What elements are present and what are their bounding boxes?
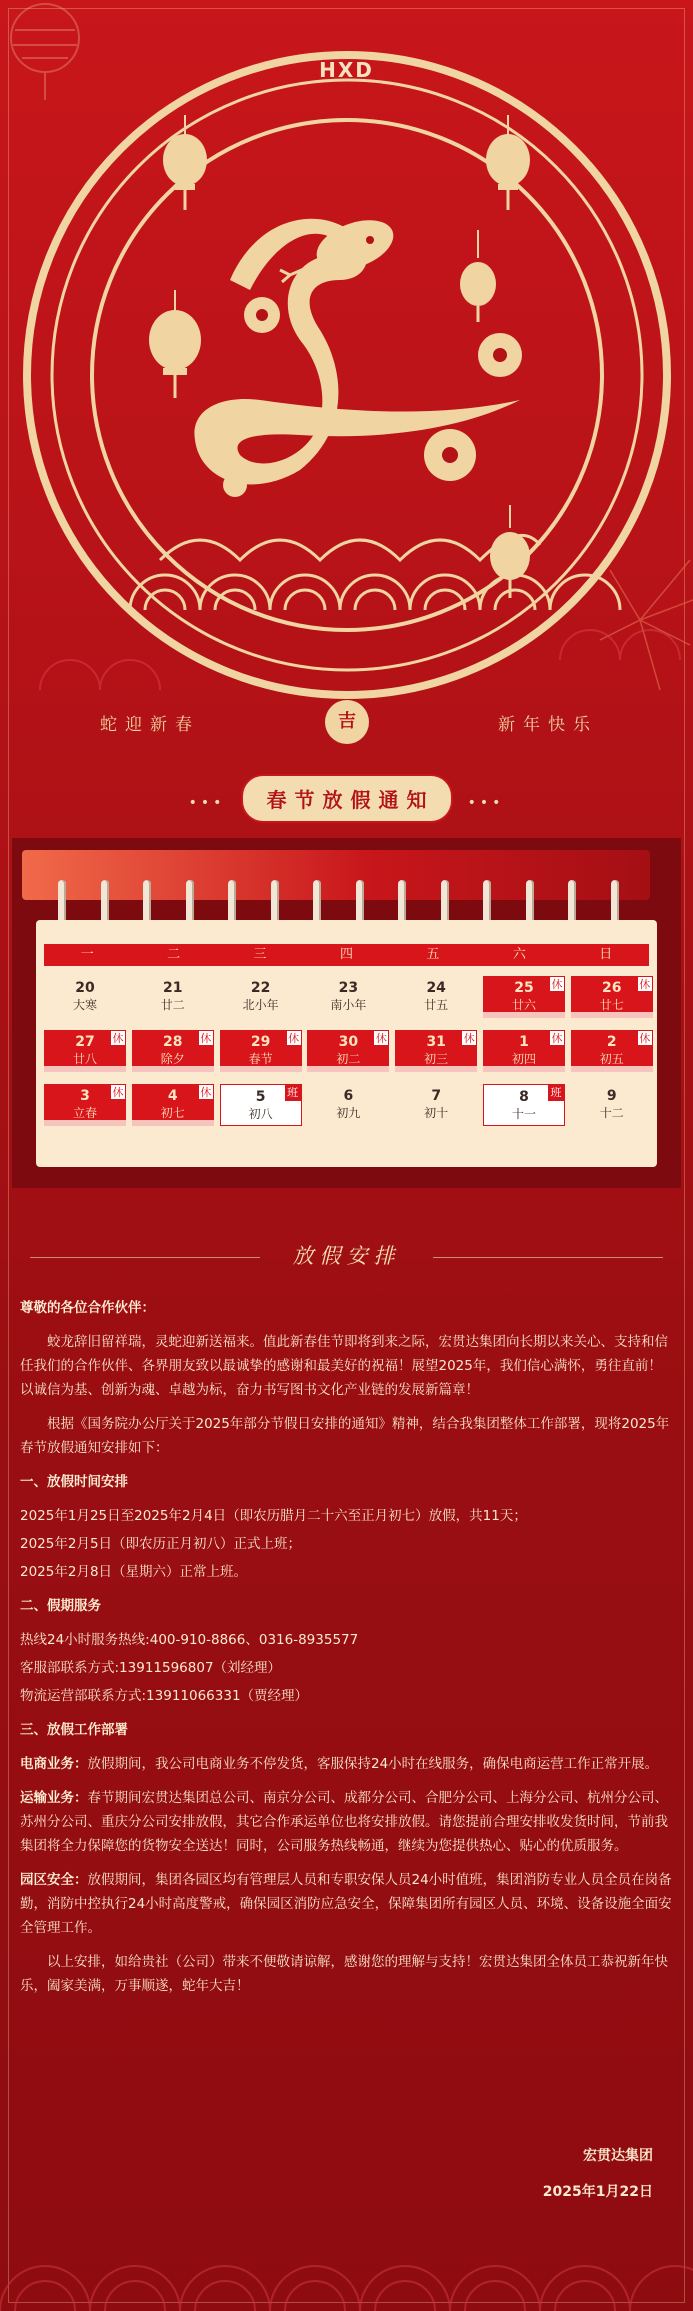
weekday-label: 四 <box>339 947 353 962</box>
day-number: 1 <box>519 1034 529 1050</box>
day-number: 30 <box>338 1034 359 1050</box>
signature-date: 2025年1月22日 <box>542 2184 653 2200</box>
notice-title: 春节放假通知 <box>245 778 449 819</box>
signature-block <box>543 2138 653 2210</box>
seal-badge: 吉 <box>325 700 369 744</box>
day-number: 6 <box>343 1088 354 1104</box>
day-number: 22 <box>250 980 271 996</box>
lunar-label: 初八 <box>248 1107 273 1121</box>
day-number: 8 <box>519 1089 529 1105</box>
holiday-badge: 休 <box>198 1030 214 1046</box>
calendar-day <box>571 976 653 1018</box>
day-number: 26 <box>602 980 622 996</box>
holiday-badge: 休 <box>549 1030 565 1046</box>
slogan-left: 蛇迎新春 <box>100 715 200 735</box>
lantern-icon <box>163 115 207 210</box>
workday-badge: 班 <box>285 1085 301 1101</box>
day-number: 23 <box>338 980 359 996</box>
lunar-label: 初三 <box>424 1052 449 1066</box>
schedule-line-2: 2025年2月5日（即农历正月初八）正式上班； <box>20 1536 302 1552</box>
calendar-day <box>307 976 389 1018</box>
signature-company: 宏贯达集团 <box>583 2148 653 2164</box>
calendar-day <box>395 1084 477 1126</box>
calendar-day <box>307 1030 389 1072</box>
notice-body <box>20 1296 675 1998</box>
calendar-day <box>44 1030 126 1072</box>
lunar-label: 初二 <box>336 1052 361 1066</box>
lunar-label: 南小年 <box>330 998 367 1012</box>
heading-rule-right <box>433 1257 663 1258</box>
heading-schedule: 一、放假时间安排 <box>20 1474 128 1490</box>
calendar-day <box>395 976 477 1018</box>
calendar-day <box>483 1030 565 1072</box>
lunar-label: 廿八 <box>72 1052 97 1066</box>
weekday-label: 一 <box>80 947 94 962</box>
heading-deployment: 三、放假工作部署 <box>20 1722 128 1738</box>
day-number: 2 <box>606 1034 617 1050</box>
day-number: 3 <box>80 1088 90 1104</box>
calendar-day <box>132 1030 214 1072</box>
weekday-label: 二 <box>167 947 181 962</box>
holiday-badge: 休 <box>637 1030 653 1046</box>
lunar-label: 初七 <box>160 1106 185 1120</box>
day-number: 20 <box>75 980 95 996</box>
day-number: 24 <box>426 980 446 996</box>
title-dots-right: ••• <box>467 794 505 811</box>
calendar-grid <box>44 976 649 1126</box>
lunar-label: 大寒 <box>72 998 97 1012</box>
schedule-line-1: 2025年1月25日至2025年2月4日（即农历腊月二十六至正月初七）放假，共11天； <box>20 1508 527 1524</box>
brand-logo-text: HXD <box>319 58 374 82</box>
deployment-transport: 运输业务：春节期间宏贯达集团总公司、南京分公司、成都分公司、合肥分公司、上海分公司、杭州分公司、苏州分公司、重庆分公司安排放假，其它合作承运单位也将安排放假。请您提前合理安排收发货时间，节前我集团将全力保障您的货物安全送达！同时，公司服务热线畅通，继续为您提供热心、贴心的优质服务。 <box>20 1790 668 1854</box>
bottom-wave-decoration <box>0 2221 693 2311</box>
paragraph-intro: 蛟龙辞旧留祥瑞，灵蛇迎新送福来。值此新春佳节即将到来之际，宏贯达集团向长期以来关心、支持和信任我们的合作伙伴、各界朋友致以最诚挚的感谢和最美好的祝福！展望2025年，我们信心满怀，勇往直前！以诚信为基、创新为魂、卓越为标，奋力书写图书文化产业链的发展新篇章！ <box>20 1334 668 1398</box>
day-number: 28 <box>163 1034 183 1050</box>
lunar-label: 除夕 <box>160 1052 185 1066</box>
calendar-day <box>220 1030 302 1072</box>
calendar-day <box>132 1084 214 1126</box>
day-number: 27 <box>75 1034 95 1050</box>
notice-title-bar <box>0 778 693 819</box>
day-number: 31 <box>426 1034 446 1050</box>
lunar-label: 初十 <box>424 1106 449 1120</box>
day-number: 7 <box>431 1088 442 1104</box>
service-customer: 客服部联系方式:13911596807（刘经理） <box>20 1660 282 1676</box>
heading-services: 二、假期服务 <box>20 1598 101 1614</box>
calendar-day <box>220 1084 302 1126</box>
day-number: 21 <box>163 980 183 996</box>
weekday-label: 日 <box>599 947 613 962</box>
day-number: 5 <box>255 1089 266 1105</box>
day-number: 25 <box>514 980 534 996</box>
calendar-day <box>307 1084 389 1126</box>
lunar-label: 廿六 <box>511 998 536 1012</box>
section-title: 放假安排 <box>292 1244 401 1268</box>
weekday-header <box>44 944 649 966</box>
lunar-label: 廿二 <box>160 998 185 1012</box>
lunar-label: 十二 <box>599 1106 624 1120</box>
service-hotline: 热线24小时服务热线:400-910-8866、0316-8935577 <box>20 1632 359 1648</box>
weekday-label: 三 <box>253 947 267 962</box>
paragraph-basis: 根据《国务院办公厅关于2025年部分节假日安排的通知》精神，结合我集团整体工作部署，现将2025年春节放假通知安排如下： <box>20 1416 670 1456</box>
holiday-badge: 休 <box>110 1084 126 1100</box>
lunar-label: 春节 <box>248 1052 273 1066</box>
lunar-label: 廿五 <box>424 998 449 1012</box>
holiday-badge: 休 <box>461 1030 477 1046</box>
hero-banner <box>0 0 693 830</box>
greeting: 尊敬的各位合作伙伴： <box>20 1300 155 1316</box>
holiday-badge: 休 <box>637 976 653 992</box>
title-dots-left: ••• <box>188 794 226 811</box>
calendar-day <box>395 1030 477 1072</box>
weekday-label: 五 <box>426 947 440 962</box>
holiday-badge: 休 <box>198 1084 214 1100</box>
holiday-badge: 休 <box>110 1030 126 1046</box>
holiday-calendar <box>36 920 657 1167</box>
day-number: 9 <box>606 1088 617 1104</box>
holiday-badge: 休 <box>286 1030 302 1046</box>
lunar-label: 立春 <box>72 1106 97 1120</box>
deployment-ecommerce: 电商业务：放假期间，我公司电商业务不停发货，客服保持24小时在线服务，确保电商运营工作正常开展。 <box>20 1756 659 1772</box>
slogan-right: 新年快乐 <box>498 715 598 735</box>
holiday-badge: 休 <box>373 1030 389 1046</box>
lunar-label: 初五 <box>599 1052 624 1066</box>
workday-badge: 班 <box>548 1085 564 1101</box>
day-number: 29 <box>250 1034 271 1050</box>
lunar-label: 北小年 <box>242 998 279 1012</box>
section-heading <box>0 1240 693 1270</box>
holiday-badge: 休 <box>549 976 565 992</box>
calendar-day <box>132 976 214 1018</box>
calendar-day <box>44 976 126 1018</box>
calendar-day <box>483 1084 565 1126</box>
lunar-label: 十一 <box>511 1107 536 1121</box>
calendar-day <box>571 1030 653 1072</box>
lunar-label: 初九 <box>336 1106 361 1120</box>
calendar-day <box>483 976 565 1018</box>
calendar-day <box>44 1084 126 1126</box>
deployment-safety: 园区安全：放假期间，集团各园区均有管理层人员和专职安保人员24小时值班，集团消防专业人员全员在岗备勤，消防中控执行24小时高度警戒，确保园区消防应急安全，保障集团所有园区人员、环境、设备设施全面安全管理工作。 <box>20 1872 672 1936</box>
lunar-label: 初四 <box>511 1052 536 1066</box>
weekday-label: 六 <box>512 947 526 962</box>
service-logistics: 物流运营部联系方式:13911066331（贾经理） <box>20 1688 309 1704</box>
closing-paragraph: 以上安排，如给贵社（公司）带来不便敬请谅解，感谢您的理解与支持！宏贯达集团全体员工恭祝新年快乐，阖家美满，万事顺遂，蛇年大吉！ <box>20 1954 668 1994</box>
lunar-label: 廿七 <box>599 998 624 1012</box>
calendar-header-strip <box>22 850 650 900</box>
schedule-line-3: 2025年2月8日（星期六）正常上班。 <box>20 1564 248 1580</box>
calendar-day <box>571 1084 653 1126</box>
day-number: 4 <box>167 1088 178 1104</box>
calendar-day <box>220 976 302 1018</box>
